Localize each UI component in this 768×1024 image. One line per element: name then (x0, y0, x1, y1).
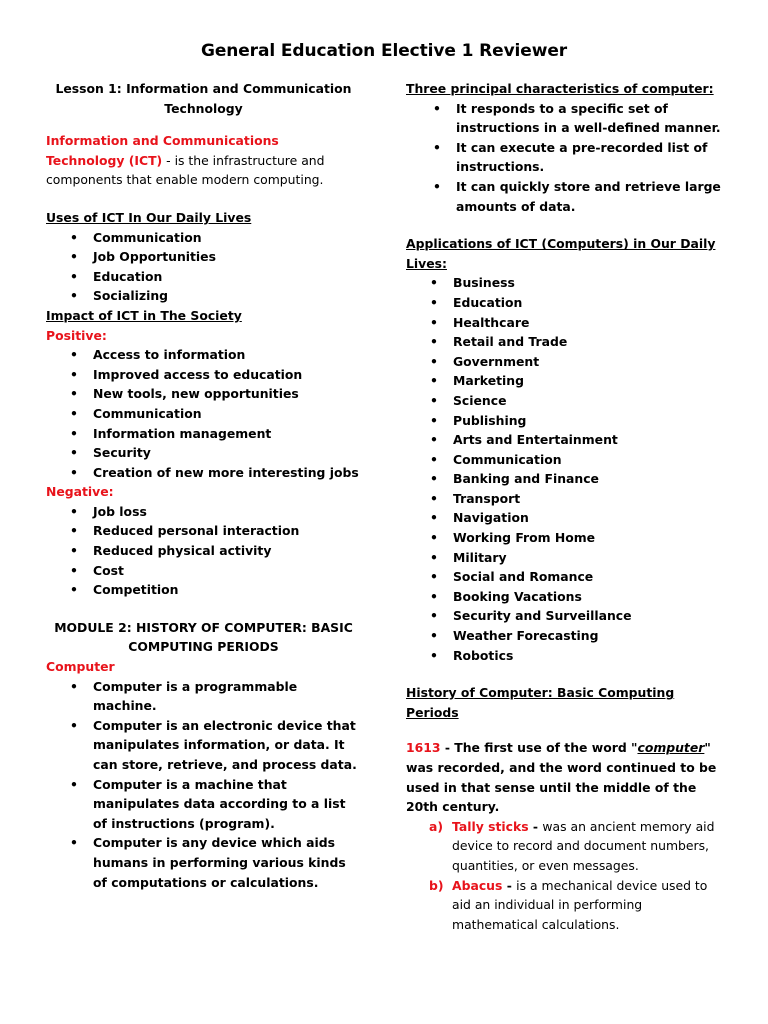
list-item: • Military (406, 548, 726, 568)
list-item: • Communication (46, 404, 361, 424)
right-column (406, 79, 726, 934)
uses-list (46, 228, 361, 306)
list-item: • Job Opportunities (46, 247, 361, 267)
list-item: • Publishing (406, 411, 726, 431)
list-item: • Weather Forecasting (406, 626, 726, 646)
list-item: • Security (46, 443, 361, 463)
list-item: • Reduced personal interaction (46, 521, 361, 541)
spacer (406, 665, 726, 683)
list-item: • Education (46, 267, 361, 287)
positive-list (46, 345, 361, 482)
negative-list (46, 502, 361, 600)
uses-heading: Uses of ICT In Our Daily Lives (46, 209, 252, 225)
list-item: • Information management (46, 424, 361, 444)
list-item: • It can execute a pre-recorded list of instructions. (406, 138, 726, 177)
year-label: 1613 (406, 740, 441, 756)
device-sep: - (502, 877, 517, 893)
ict-definition (46, 131, 361, 190)
device-sep: - (528, 818, 543, 834)
list-item: • Competition (46, 580, 361, 600)
list-item: • Job loss (46, 502, 361, 522)
history-heading: History of Computer: Basic Computing Periods (406, 685, 675, 720)
list-item: • Cost (46, 561, 361, 581)
list-item: • Healthcare (406, 313, 726, 333)
list-item: • Business (406, 273, 726, 293)
lesson-heading: Lesson 1: Information and Communication Technology (55, 81, 352, 116)
item-marker: b) (429, 877, 444, 893)
spacer (46, 190, 361, 208)
device-name: Tally sticks (452, 818, 529, 834)
list-item: • Booking Vacations (406, 587, 726, 607)
list-item: • Improved access to education (46, 365, 361, 385)
list-item: • Robotics (406, 646, 726, 666)
year-1613-paragraph (406, 738, 726, 816)
spacer (46, 600, 361, 618)
computer-label: Computer (46, 659, 115, 675)
document-title: General Education Elective 1 Reviewer (200, 41, 568, 61)
list-item: • Government (406, 352, 726, 372)
list-item (406, 876, 726, 935)
applications-list (406, 273, 726, 665)
list-item: • Computer is any device which aids humans in performing various kinds of computations or calculations. (46, 833, 361, 892)
characteristics-list (406, 99, 726, 217)
item-marker: a) (429, 818, 444, 834)
list-item: • Communication (406, 450, 726, 470)
year-word: computer (637, 740, 705, 756)
list-item: • Communication (46, 228, 361, 248)
year-text-a: - The first use of the word " (440, 740, 638, 756)
ict-def-text: - is the infrastructure and components that enable modern computing. (46, 152, 325, 188)
list-item: • Education (406, 293, 726, 313)
list-item: • Working From Home (406, 528, 726, 548)
list-item: • Banking and Finance (406, 469, 726, 489)
list-item: • Access to information (46, 345, 361, 365)
list-item: • Socializing (46, 286, 361, 306)
list-item: • Creation of new more interesting jobs (46, 463, 361, 483)
list-item: • Navigation (406, 508, 726, 528)
positive-label: Positive: (46, 327, 107, 343)
list-item: • Security and Surveillance (406, 606, 726, 626)
list-item: • Computer is an electronic device that manipulates information, or data. It can store, retrieve, and process data. (46, 716, 361, 775)
computer-defs-list (46, 677, 361, 893)
device-desc: was an ancient memory aid device to record and document numbers, quantities, or even messages. (452, 818, 715, 873)
list-item: • It can quickly store and retrieve large amounts of data. (406, 177, 726, 216)
module-heading: MODULE 2: HISTORY OF COMPUTER: BASIC COMPUTING PERIODS (54, 619, 353, 655)
applications-heading: Applications of ICT (Computers) in Our Daily Lives: (406, 236, 716, 271)
device-name: Abacus (452, 877, 503, 893)
ict-term: Information and Communications Technology (ICT) (46, 133, 279, 168)
impact-heading: Impact of ICT in The Society (46, 307, 242, 323)
spacer (46, 118, 361, 131)
list-item: • Reduced physical activity (46, 541, 361, 561)
year-text-b: " was recorded, and the word continued to be used in that sense until the middle of the 20th century. (406, 740, 717, 815)
device-desc: is a mechanical device used to aid an individual in performing mathematical calculations. (452, 877, 708, 932)
list-item: • Arts and Entertainment (406, 430, 726, 450)
spacer (406, 722, 726, 738)
list-item (406, 817, 726, 876)
characteristics-heading: Three principal characteristics of computer: (406, 81, 714, 96)
list-item: • Computer is a programmable machine. (46, 677, 361, 716)
negative-label: Negative: (46, 484, 114, 500)
devices-list (406, 817, 726, 935)
left-column (46, 79, 361, 892)
spacer (406, 216, 726, 234)
list-item: • It responds to a specific set of instructions in a well-defined manner. (406, 99, 726, 138)
list-item: • Computer is a machine that manipulates data according to a list of instructions (program). (46, 775, 361, 834)
list-item: • Science (406, 391, 726, 411)
list-item: • Social and Romance (406, 567, 726, 587)
list-item: • Marketing (406, 371, 726, 391)
list-item: • Transport (406, 489, 726, 509)
list-item: • New tools, new opportunities (46, 384, 361, 404)
list-item: • Retail and Trade (406, 332, 726, 352)
